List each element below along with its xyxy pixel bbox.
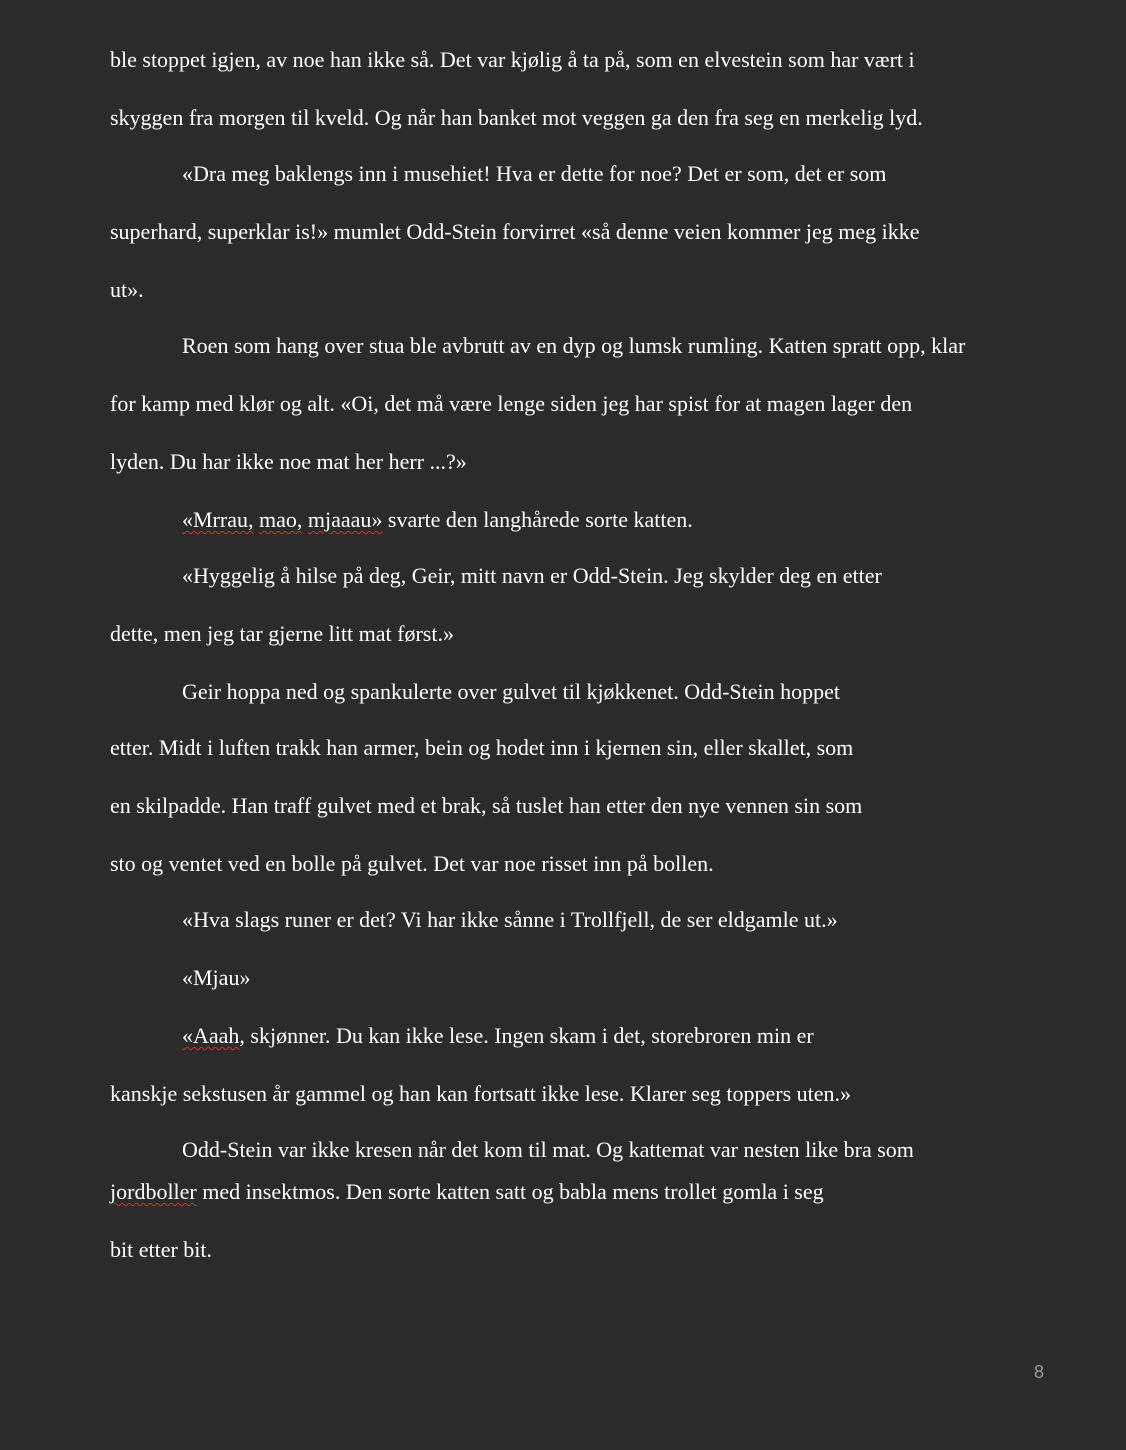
text-run: med insektmos. Den sorte katten satt og babla mens trollet gomla i seg — [196, 1179, 824, 1204]
text-line: «Mjau» — [182, 965, 251, 990]
page-number: 8 — [1034, 1362, 1045, 1382]
spellcheck-word[interactable]: mjaaau» — [307, 507, 383, 532]
text-line: «Hva slags runer er det? Vi har ikke sånne i Trollfjell, de ser eldgamle ut.» — [182, 907, 838, 932]
text-line: skyggen fra morgen til kveld. Og når han banket mot veggen ga den fra seg en merkelig lyd. — [110, 105, 923, 130]
text-line — [110, 1178, 824, 1206]
text-line: dette, men jeg tar gjerne litt mat først.» — [110, 621, 454, 646]
text-line: Geir hoppa ned og spankulerte over gulvet til kjøkkenet. Odd-Stein hoppet — [182, 679, 841, 704]
spellcheck-word[interactable]: «Aaah — [182, 1023, 240, 1048]
text-line: superhard, superklar is!» mumlet Odd-Stein forvirret «så denne veien kommer jeg meg ikke — [110, 219, 920, 244]
text-line: kanskje sekstusen år gammel og han kan fortsatt ikke lese. Klarer seg toppers uten.» — [110, 1081, 852, 1106]
text-line: etter. Midt i luften trakk han armer, bein og hodet inn i kjernen sin, eller skallet, som — [110, 735, 854, 760]
spellcheck-word[interactable]: jordboller — [110, 1179, 197, 1204]
text-line: Odd-Stein var ikke kresen når det kom til mat. Og kattemat var nesten like bra som — [182, 1137, 914, 1162]
text-line — [182, 1022, 814, 1050]
text-line: bit etter bit. — [110, 1237, 213, 1262]
text-line: sto og ventet ved en bolle på gulvet. Det var noe risset inn på bollen. — [110, 851, 714, 876]
text-line: «Dra meg baklengs inn i musehiet! Hva er dette for noe? Det er som, det er som — [182, 161, 887, 186]
text-line: for kamp med klør og alt. «Oi, det må være lenge siden jeg har spist for at magen lager den — [110, 391, 913, 416]
text-line — [182, 506, 693, 534]
text-line: en skilpadde. Han traff gulvet med et brak, så tuslet han etter den nye vennen sin som — [110, 793, 863, 818]
spellcheck-word[interactable]: «Mrrau, — [182, 507, 254, 532]
text-run: , skjønner. Du kan ikke lese. Ingen skam i det, storebroren min er — [239, 1023, 814, 1048]
spellcheck-word[interactable]: mao, — [258, 507, 303, 532]
text-line: lyden. Du har ikke noe mat her herr ...?» — [110, 449, 467, 474]
text-line: Roen som hang over stua ble avbrutt av en dyp og lumsk rumling. Katten spratt opp, klar — [182, 333, 966, 358]
text-line: «Hyggelig å hilse på deg, Geir, mitt navn er Odd-Stein. Jeg skylder deg en etter — [182, 563, 882, 588]
text-line: ut». — [110, 277, 144, 302]
text-run: svarte den langhårede sorte katten. — [387, 507, 693, 532]
text-line: ble stoppet igjen, av noe han ikke så. Det var kjølig å ta på, som en elvestein som har vært i — [110, 47, 915, 72]
